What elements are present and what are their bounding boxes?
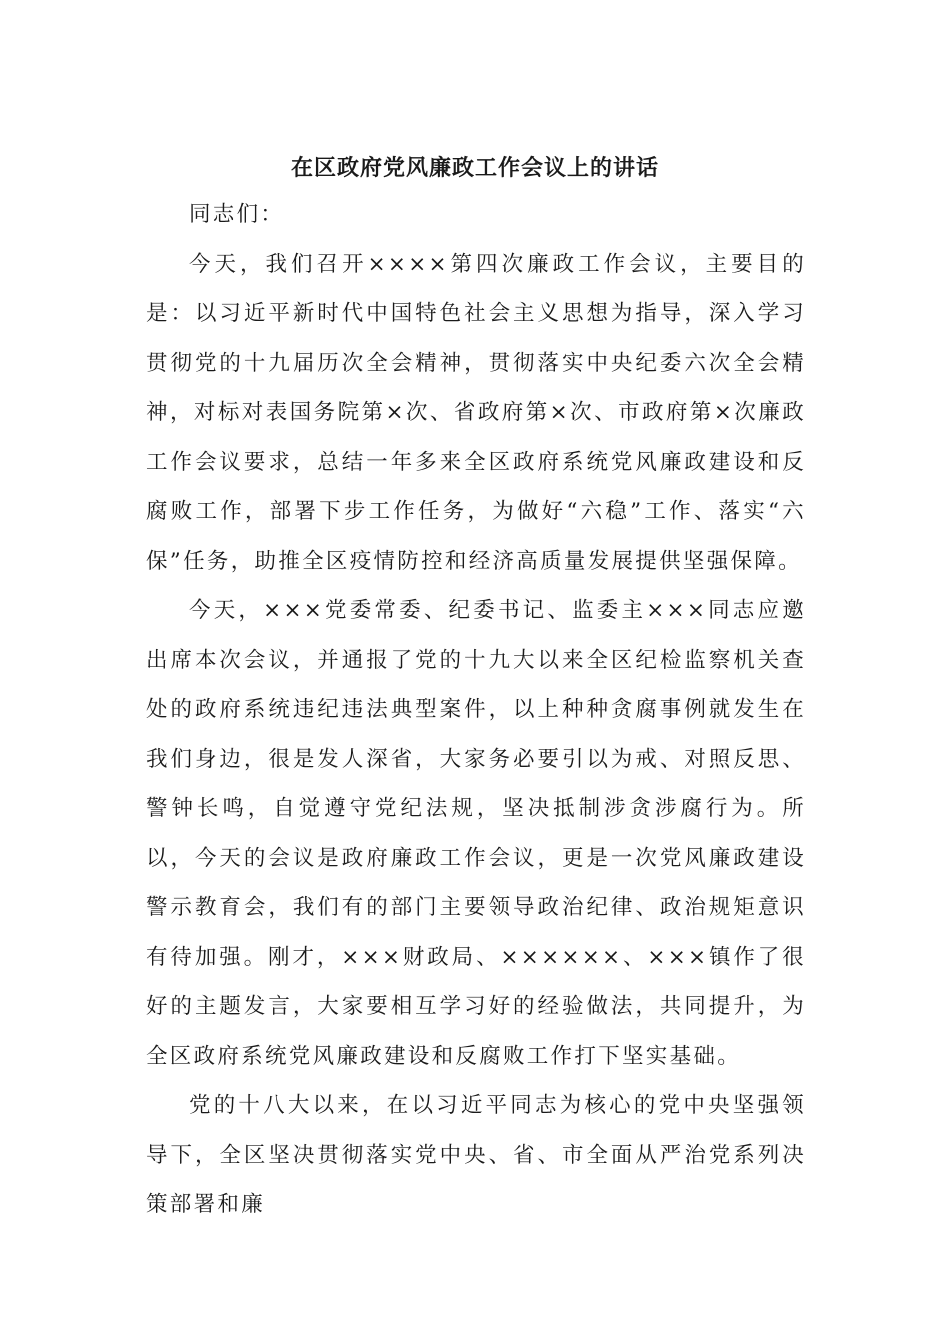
paragraph: 今天，我们召开××××第四次廉政工作会议，主要目的是：以习近平新时代中国特色社会主义思想为指导，深入学习贯彻党的十九届历次全会精神，贯彻落实中央纪委六次全会精神，对标对表国务院第×次、省政府第×次、市政府第×次廉政工作会议要求，总结一年多来全区政府系统党风廉政建设和反腐败工作，部署下步工作任务，为做好“六稳”工作、落实“六保”任务，助推全区疫情防控和经济高质量发展提供坚强保障。: [146, 251, 806, 574]
paragraph: 党的十八大以来，在以习近平同志为核心的党中央坚强领导下，全区坚决贯彻落实党中央、省、市全面从严治党系列决策部署和廉: [146, 1093, 806, 1217]
paragraph: 今天，×××党委常委、纪委书记、监委主×××同志应邀出席本次会议，并通报了党的十九大以来全区纪检监察机关查处的政府系统违纪违法典型案件，以上种种贪腐事例就发生在我们身边，很是发人深省，大家务必要引以为戒、对照反思、警钟长鸣，自觉遵守党纪法规，坚决抵制涉贪涉腐行为。所以，今天的会议是政府廉政工作会议，更是一次党风廉政建设警示教育会，我们有的部门主要领导政治纪律、政治规矩意识有待加强。刚才，×××财政局、××××××、×××镇作了很好的主题发言，大家要相互学习好的经验做法，共同提升，为全区政府系统党风廉政建设和反腐败工作打下坚实基础。: [146, 598, 806, 1069]
document-body: [146, 190, 806, 1230]
document-title: 在区政府党风廉政工作会议上的讲话: [290, 155, 659, 181]
paragraph-salutation: 同志们：: [189, 202, 285, 227]
